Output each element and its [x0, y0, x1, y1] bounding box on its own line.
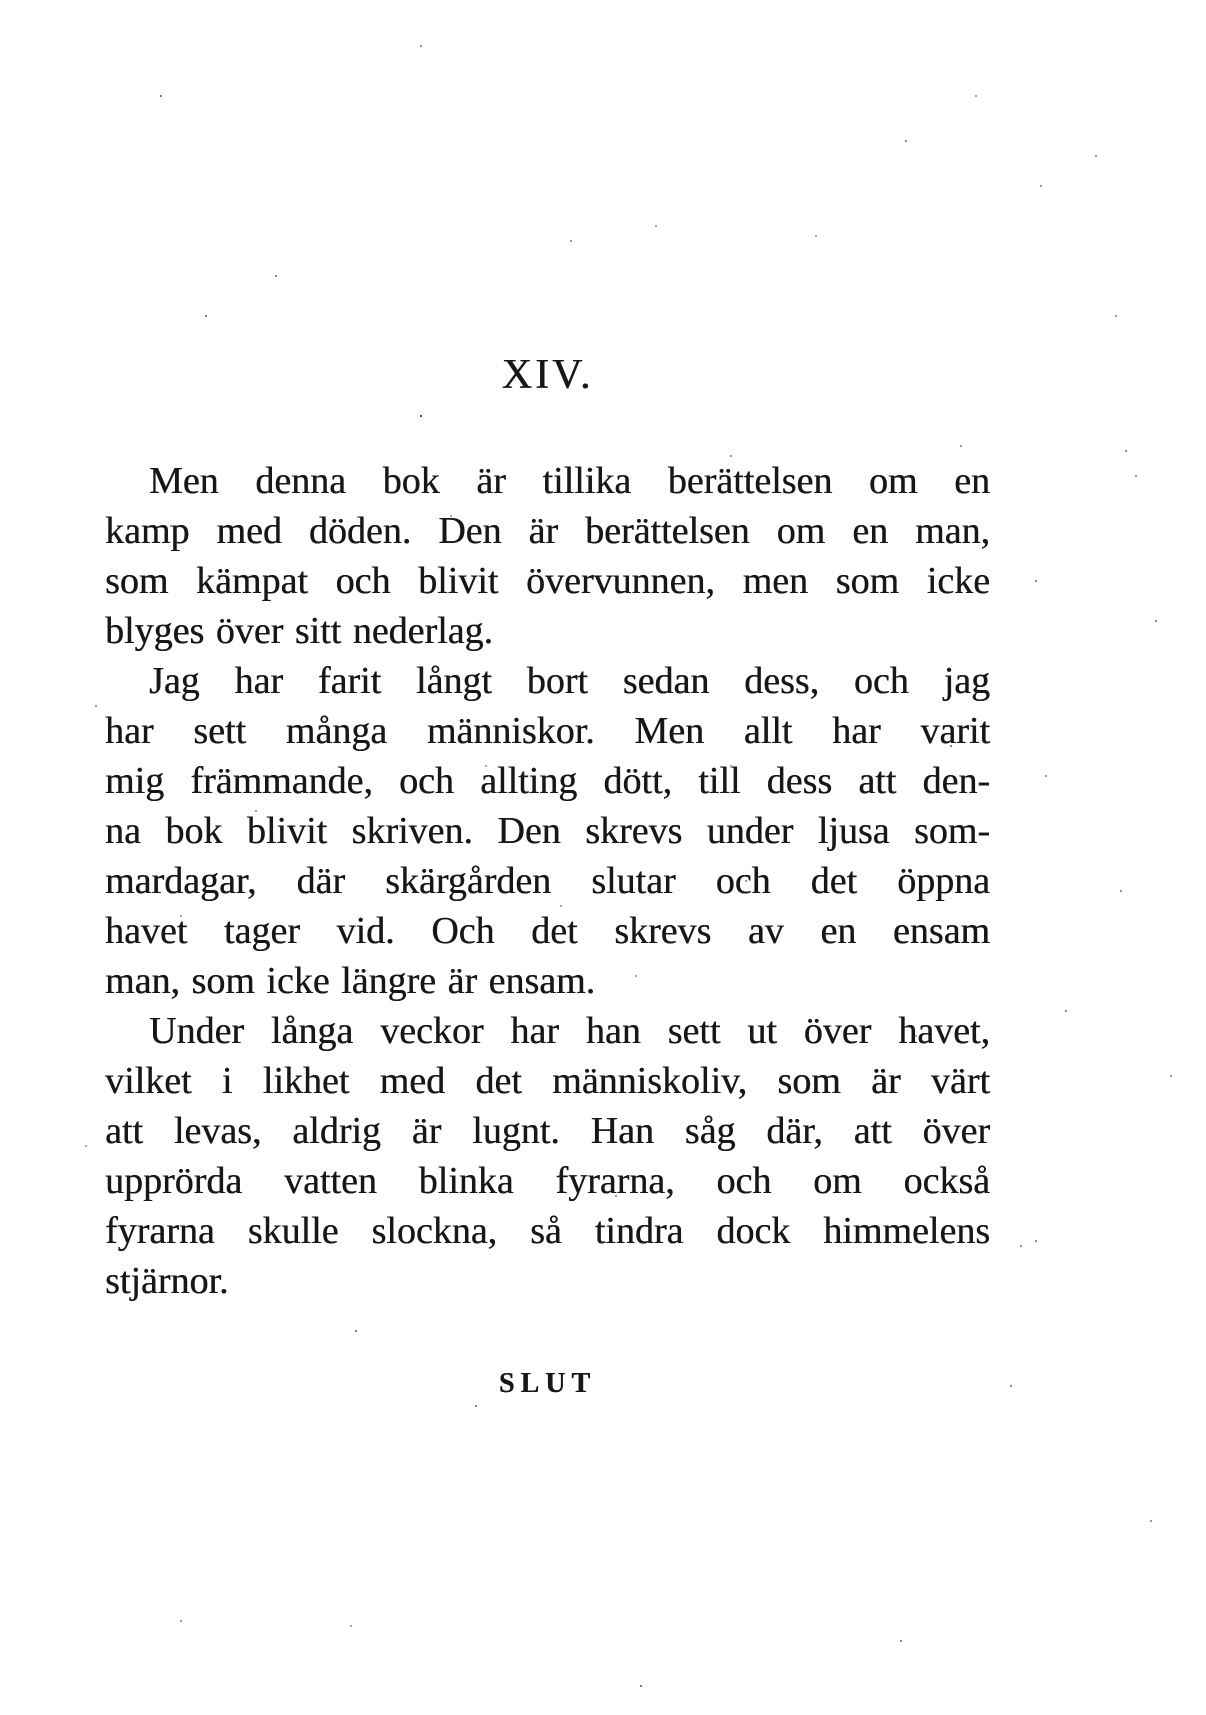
text-line: havet tager vid. Och det skrevs av en ensam — [105, 910, 990, 952]
paragraph — [105, 456, 990, 656]
end-marker: SLUT — [498, 1368, 597, 1399]
text-line: Jag har farit långt bort sedan dess, och jag — [149, 660, 990, 702]
text-block — [105, 456, 990, 1306]
paragraph — [105, 656, 990, 1006]
text-line: blyges över sitt nederlag. — [105, 610, 494, 652]
scan-noise — [0, 0, 2, 2]
text-line: man, som icke längre är ensam. — [105, 960, 596, 1002]
text-line: vilket i likhet med det människoliv, som är värt — [105, 1060, 990, 1102]
text-line: na bok blivit skriven. Den skrevs under ljusa som- — [105, 810, 990, 852]
text-line: har sett många människor. Men allt har varit — [105, 710, 990, 752]
text-line: mardagar, där skärgården slutar och det öppna — [105, 860, 990, 902]
text-line: att levas, aldrig är lugnt. Han såg där, att över — [105, 1110, 990, 1152]
text-line: Men denna bok är tillika berättelsen om en — [149, 460, 990, 502]
chapter-heading: XIV. — [501, 352, 594, 398]
text-line: mig främmande, och allting dött, till dess att den- — [105, 760, 990, 802]
text-line: stjärnor. — [105, 1260, 229, 1302]
text-line: som kämpat och blivit övervunnen, men som icke — [105, 560, 990, 602]
paragraph — [105, 1006, 990, 1306]
text-line: Under långa veckor har han sett ut över havet, — [149, 1010, 990, 1052]
text-line: kamp med döden. Den är berättelsen om en man, — [105, 510, 990, 552]
text-line: upprörda vatten blinka fyrarna, och om också — [105, 1160, 990, 1202]
text-line: fyrarna skulle slockna, så tindra dock himmelens — [105, 1210, 990, 1252]
